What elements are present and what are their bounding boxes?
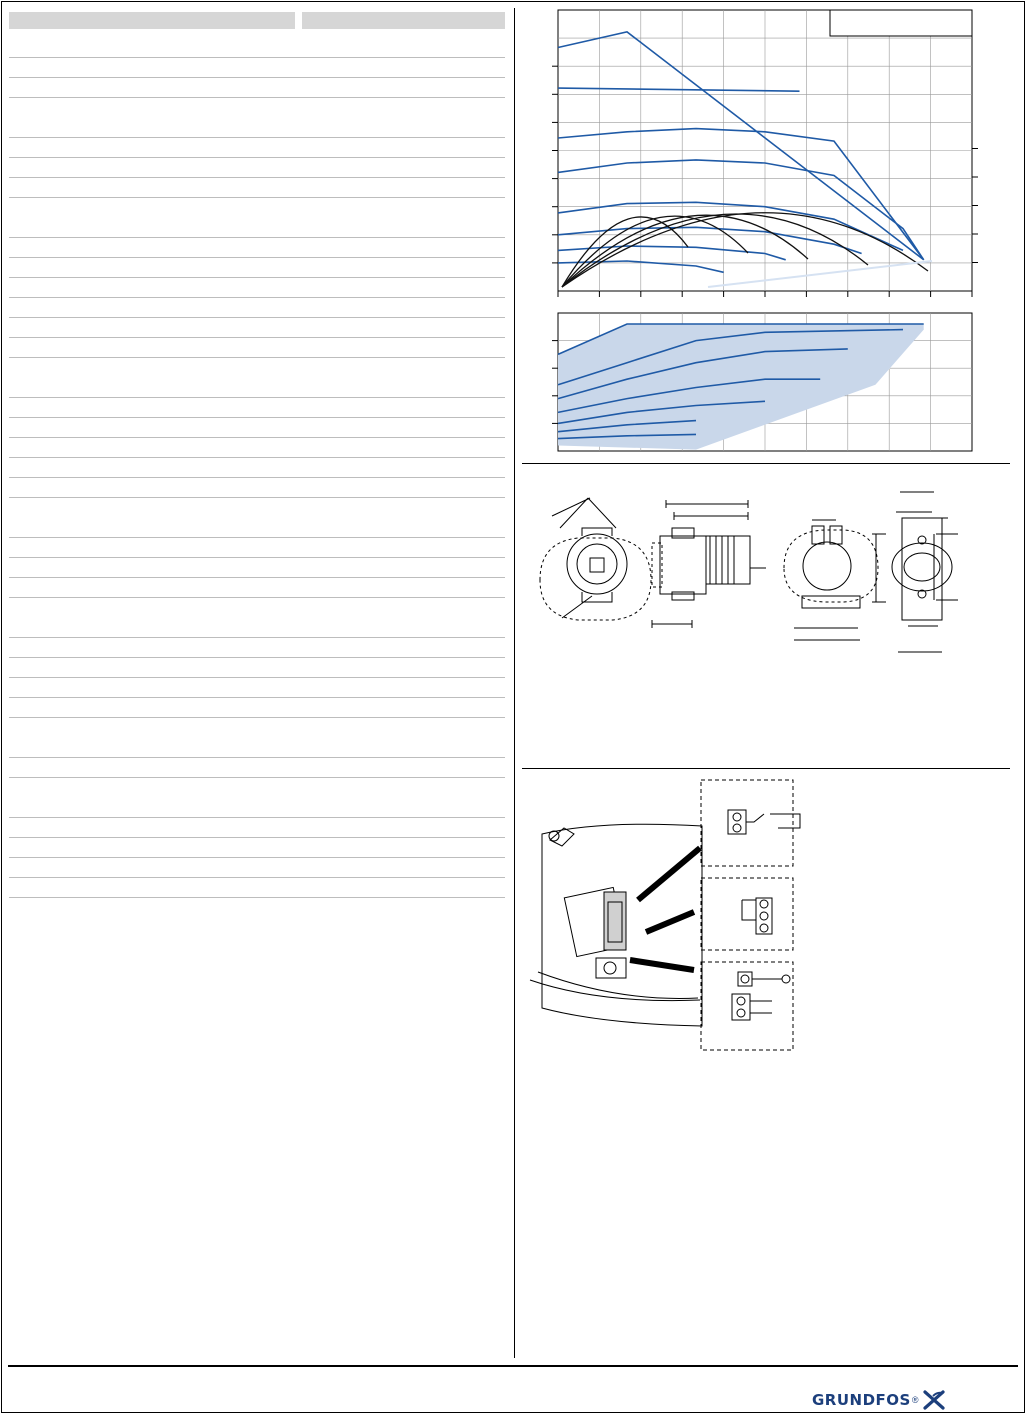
spec-table-row — [9, 498, 505, 538]
section-separator — [522, 463, 1010, 464]
terminal-box-illustration — [530, 824, 702, 1026]
relay-terminal-panel — [701, 780, 793, 866]
section-separator — [522, 768, 1010, 769]
footer-rule — [8, 1365, 1018, 1367]
spec-table-row — [9, 698, 505, 718]
side-view-drawing — [652, 500, 766, 628]
registered-mark: ® — [911, 1395, 919, 1405]
arrow-indicator — [638, 848, 700, 900]
spec-table-row — [9, 338, 505, 358]
top-view-drawing — [892, 492, 958, 652]
spec-table-row — [9, 318, 505, 338]
wiring-diagram — [522, 772, 1010, 1058]
spec-table-row — [9, 478, 505, 498]
spec-table-row — [9, 198, 505, 238]
head-flow-chart — [552, 10, 978, 297]
spec-table-row — [9, 838, 505, 858]
spec-table-row — [9, 758, 505, 778]
spec-table-row — [9, 158, 505, 178]
spec-table-row — [9, 438, 505, 458]
spec-table-row — [9, 358, 505, 398]
front-view-drawing — [540, 498, 651, 620]
spec-table-row — [9, 398, 505, 418]
brand-name: GRUNDFOS — [812, 1391, 911, 1409]
spec-table-header-value — [302, 12, 505, 29]
dimension-drawings — [522, 468, 1010, 668]
legend-box — [830, 10, 972, 36]
spec-table-row — [9, 818, 505, 838]
spec-table-row — [9, 238, 505, 258]
arrow-indicator — [630, 960, 694, 970]
spec-table-row — [9, 458, 505, 478]
spec-table-row — [9, 538, 505, 558]
input-terminal-panel — [701, 878, 793, 950]
spec-table-row — [9, 58, 505, 78]
spec-table-row — [9, 138, 505, 158]
spec-table-row — [9, 878, 505, 898]
spec-table-row — [9, 178, 505, 198]
spec-table-row — [9, 598, 505, 638]
relay-terminal-detail — [728, 810, 800, 834]
spec-table-row — [9, 718, 505, 758]
spec-table-row — [9, 638, 505, 658]
spec-table-row — [9, 418, 505, 438]
spec-table-row — [9, 578, 505, 598]
column-divider — [514, 8, 515, 1358]
spec-table-row — [9, 278, 505, 298]
performance-chart — [522, 5, 1008, 460]
spec-table-row — [9, 98, 505, 138]
spec-table-row — [9, 78, 505, 98]
grundfos-logo — [812, 1389, 945, 1411]
input-terminal-detail — [742, 898, 772, 934]
end-view-drawing — [784, 520, 886, 640]
power-terminal-detail — [732, 972, 790, 1020]
spec-table-row — [9, 38, 505, 58]
spec-table-row — [9, 258, 505, 278]
arrow-indicator — [646, 912, 694, 932]
spec-table-row — [9, 298, 505, 318]
spec-table-row — [9, 558, 505, 578]
spec-table-header-label — [9, 12, 295, 29]
power-flow-chart — [552, 313, 972, 451]
grundfos-x-icon — [923, 1390, 945, 1410]
spec-table-row — [9, 678, 505, 698]
spec-table-row — [9, 858, 505, 878]
spec-table-row — [9, 658, 505, 678]
spec-table-row — [9, 778, 505, 818]
